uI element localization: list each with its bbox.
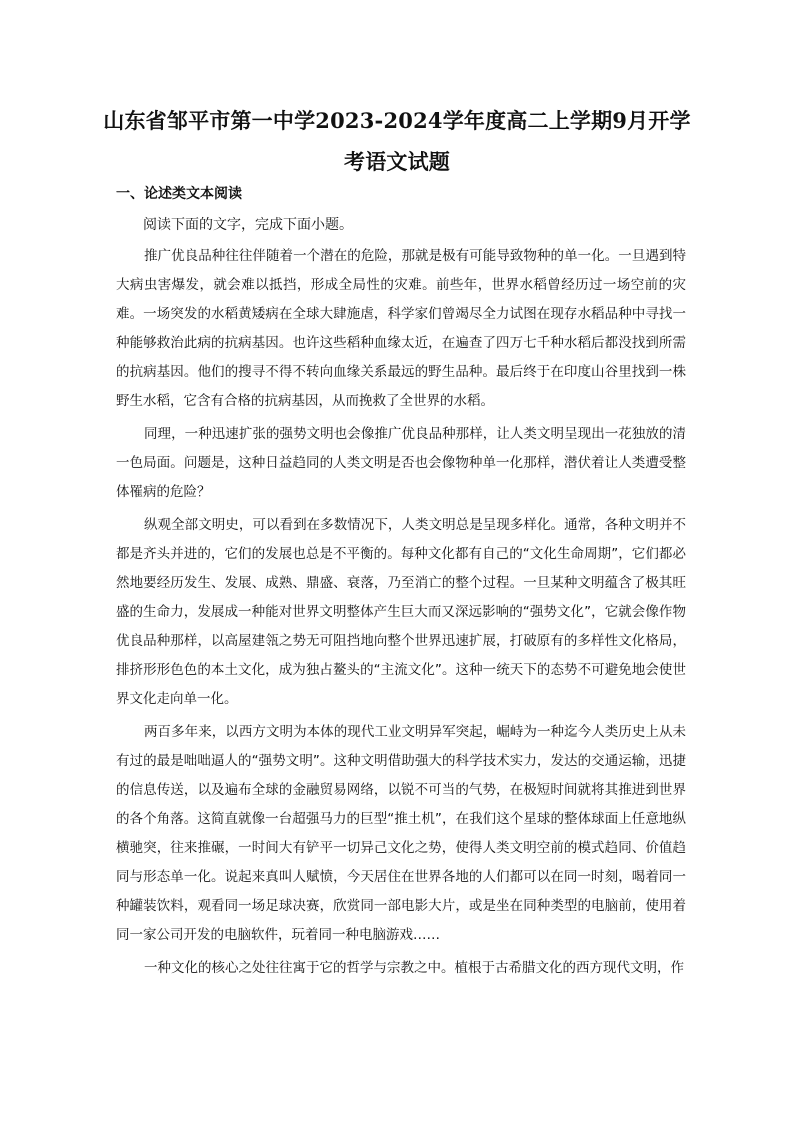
section-heading: 一、论述类文本阅读 — [116, 186, 242, 202]
passage-paragraph-4: 两百多年来，以西方文明为本体的现代工业文明异军突起，崛峙为一种迄今人类历史上从未有过的最是咄咄逼人的“强势文明”。这种文明借助强大的科学技术实力，发达的交通运输，迅捷的信息传送，以及遍布全球的金融贸易网络，以锐不可当的气势，在极短时间就将其推进到世界的各个角落。这简直就像一台超强马力的巨型“推土机”，在我们这个星球的整体球面上任意地纵横驰突，往来推碾，一时间大有铲平一切异己文化之势，使得人类文明空前的模式趋同、价值趋同与形态单一化。说起来真叫人赋愤，今天居住在世界各地的人们都可以在同一时刻，喝着同一种罐装饮料，观看同一场足球决赛，欣赏同一部电影大片，或是坐在同种类型的电脑前，使用着同一家公司开发的电脑软件，玩着同一种电脑游戏…… — [116, 724, 686, 943]
reading-instruction: 阅读下面的文字，完成下面小题。 — [143, 217, 353, 233]
passage-paragraph-2: 同理，一种迅速扩张的强势文明也会像推广优良品种那样，让人类文明呈现出一花独放的清一色局面。问题是，这种日益趋同的人类文明是否也会像物种单一化那样，潜伏着让人类遭受整体罹病的危险？ — [116, 426, 686, 500]
passage-paragraph-1: 推广优良品种往往伴随着一个潜在的危险，那就是极有可能导致物种的单一化。一旦遇到特大病虫害爆发，就会难以抵挡，形成全局性的灾难。前些年，世界水稻曾经历过一场空前的灾难。一场突发的水稻黄矮病在全球大肆施虐，科学家们曾竭尽全力试图在现存水稻品种中寻找一种能够救治此病的抗病基因。也许这些稻种血缘太近，在遍查了四万七千种水稻后都没找到所需的抗病基因。他们的搜寻不得不转向血缘关系最远的野生品种。最后终于在印度山谷里找到一株野生水稻，它含有合格的抗病基因，从而挽救了全世界的水稻。 — [116, 248, 686, 409]
reading-passage — [116, 242, 686, 987]
page-title: 山东省邹平市第一中学2023-2024学年度高二上学期9月开学考语文试题 — [103, 108, 691, 174]
passage-paragraph-3: 纵观全部文明史，可以看到在多数情况下，人类文明总是呈现多样化。通常，各种文明并不都是齐头并进的，它们的发展也总是不平衡的。每种文化都有自己的“文化生命周期”，它们都必然地要经历发生、发展、成熟、鼎盛、衰落，乃至消亡的整个过程。一旦某种文明蕴含了极其旺盛的生命力，发展成一种能对世界文明整体产生巨大而又深远影响的“强势文化”，它就会像作物优良品种那样，以高屋建瓴之势无可阻挡地向整个世界迅速扩展，打破原有的多样性文化格局，排挤形形色色的本土文化，成为独占鳌头的“主流文化”。这种一统天下的态势不可避免地会使世界文化走向单一化。 — [116, 517, 686, 707]
passage-paragraph-5: 一种文化的核心之处往往寓于它的哲学与宗教之中。植根于古希腊文化的西方现代文明，作 — [144, 960, 684, 976]
